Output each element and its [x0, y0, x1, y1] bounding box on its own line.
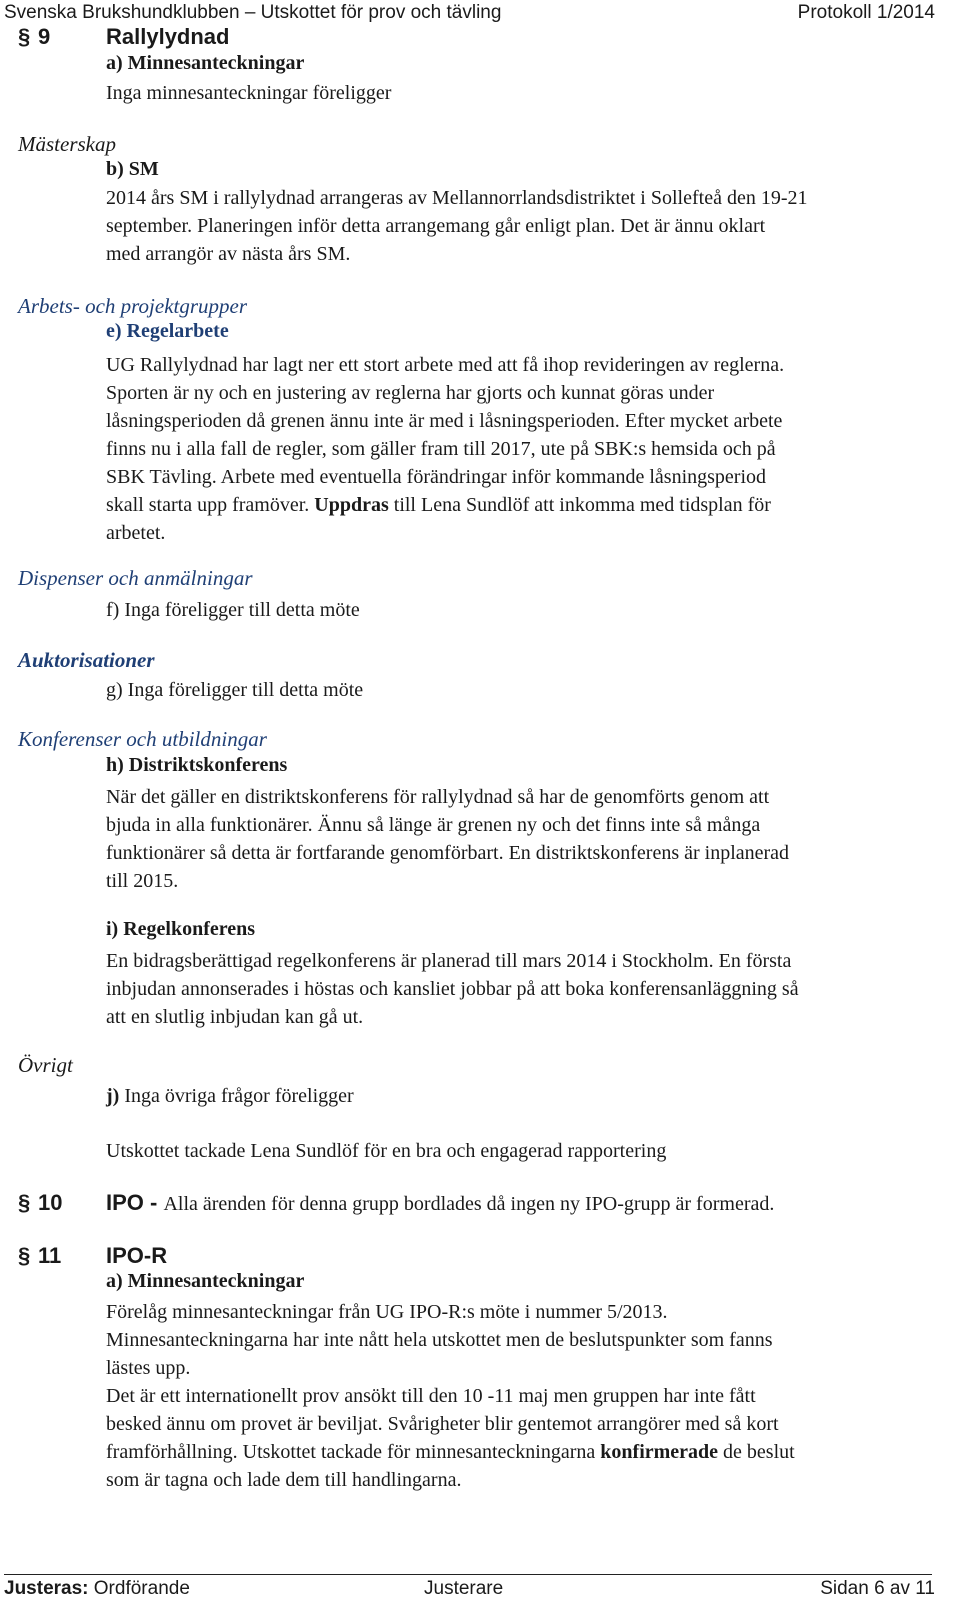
section-11-number: 11	[38, 1243, 62, 1268]
distriktskonferens-line-2: bjuda in alla funktionärer. Ännu så länge är grenen ny och det finns inte så många	[106, 814, 761, 836]
regelkonferens-heading: i) Regelkonferens	[106, 918, 256, 940]
footer-justerare: Justerare	[424, 1578, 504, 1599]
regelarbete-heading: e) Regelarbete	[106, 320, 229, 342]
section-9-mark: §	[18, 24, 31, 49]
footer-justeras-label: Justeras:	[4, 1578, 89, 1599]
sm-line-2: september. Planeringen inför detta arrangemang går enligt plan. Det är ännu oklart	[106, 215, 766, 237]
regelarbete-line-5: SBK Tävling. Arbete med eventuella förändringar inför kommande låsningsperiod	[106, 466, 767, 488]
regelarbete-line-2: Sporten är ny och en justering av reglerna har gjorts och kunnat göras under	[106, 382, 715, 404]
footer-divider	[4, 1574, 932, 1575]
regelarbete-line-6-post: till Lena Sundlöf att inkomma med tidsplan för	[388, 494, 771, 516]
regelarbete-uppdras: Uppdras	[314, 494, 389, 516]
regelarbete-line-6-pre: skall starta upp framöver.	[106, 494, 315, 516]
ipor-line-6	[106, 1438, 795, 1466]
section-10-line	[106, 1190, 774, 1218]
distriktskonferens-line-4: till 2015.	[106, 870, 179, 892]
regelarbete-line-4: finns nu i alla fall de regler, som gäller fram till 2017, ute på SBK:s hemsida och på	[106, 438, 776, 460]
page-footer	[0, 1576, 935, 1606]
regelkonferens-line-3: att en slutlig inbjudan kan gå ut.	[106, 1006, 364, 1028]
section-9-title: Rallylydnad	[106, 24, 230, 49]
section-11-mark: §	[18, 1243, 31, 1268]
sm-line-3: med arrangör av nästa års SM.	[106, 243, 351, 265]
topic-masterskap: Mästerskap	[18, 132, 116, 156]
header-organization: Svenska Brukshundklubben – Utskottet för prov och tävling	[4, 2, 502, 23]
distriktskonferens-line-3: funktionärer så detta är fortfarande genomförbart. En distriktskonferens är inplanerad	[106, 842, 790, 864]
section-9-a-text: Inga minnesanteckningar föreligger	[106, 82, 392, 104]
topic-konferenser: Konferenser och utbildningar	[18, 727, 267, 751]
section-11-title: IPO-R	[106, 1243, 168, 1268]
section-11-a-heading: a) Minnesanteckningar	[106, 1270, 305, 1292]
footer-justeras	[4, 1578, 190, 1600]
regelarbete-line-7: arbetet.	[106, 522, 166, 544]
sm-heading: b) SM	[106, 158, 159, 180]
ovrigt-j-label: j)	[106, 1085, 120, 1107]
section-10-text: Alla ärenden för denna grupp bordlades då ingen ny IPO-grupp är formerad.	[163, 1193, 775, 1215]
ipor-line-2: Minnesanteckningarna har inte nått hela utskottet men de beslutspunkter som fanns	[106, 1329, 773, 1351]
regelkonferens-line-1: En bidragsberättigad regelkonferens är planerad till mars 2014 i Stockholm. En första	[106, 950, 792, 972]
distriktskonferens-heading: h) Distriktskonferens	[106, 754, 288, 776]
ovrigt-j-line	[106, 1082, 354, 1110]
ipor-line-4: Det är ett internationellt prov ansökt till den 10 -11 maj men gruppen har inte fått	[106, 1385, 756, 1407]
regelarbete-line-1: UG Rallylydnad har lagt ner ett stort arbete med att få ihop revideringen av reglerna.	[106, 354, 785, 376]
ipor-line-6-pre: framförhållning. Utskottet tackade för minnesanteckningarna	[106, 1441, 601, 1463]
regelarbete-line-6	[106, 491, 771, 519]
distriktskonferens-line-1: När det gäller en distriktskonferens för rallylydnad så har de genomförts genom att	[106, 786, 770, 808]
regelarbete-line-3: låsningsperioden då grenen ännu inte är med i låsningsperioden. Efter mycket arbete	[106, 410, 783, 432]
ipor-line-1: Förelåg minnesanteckningar från UG IPO-R:s möte i nummer 5/2013.	[106, 1301, 668, 1323]
section-9-number: 9	[38, 24, 51, 49]
topic-arbetsgrupper: Arbets- och projektgrupper	[18, 294, 248, 318]
sm-line-1: 2014 års SM i rallylydnad arrangeras av Mellannorrlandsdistriktet i Sollefteå den 19-21	[106, 187, 808, 209]
section-10-mark: §	[18, 1190, 31, 1215]
ovrigt-thanks: Utskottet tackade Lena Sundlöf för en bra och engagerad rapportering	[106, 1140, 667, 1162]
header-protocol-number: Protokoll 1/2014	[797, 2, 935, 23]
topic-ovrigt: Övrigt	[18, 1053, 73, 1077]
section-9-a-heading: a) Minnesanteckningar	[106, 52, 305, 74]
section-10-title: IPO -	[106, 1190, 164, 1215]
section-10-number: 10	[38, 1190, 63, 1215]
auktorisationer-text: g) Inga föreligger till detta möte	[106, 679, 364, 701]
footer-justeras-value: Ordförande	[88, 1578, 190, 1599]
ipor-line-3: lästes upp.	[106, 1357, 191, 1379]
topic-auktorisationer: Auktorisationer	[18, 648, 155, 672]
ipor-konfirmerade: konfirmerade	[600, 1441, 719, 1463]
ipor-line-5: besked ännu om provet är beviljat. Svårigheter blir gentemot arrangörer med så kort	[106, 1413, 779, 1435]
ipor-line-7: som är tagna och lade dem till handlingarna.	[106, 1469, 462, 1491]
dispenser-text: f) Inga föreligger till detta möte	[106, 599, 360, 621]
footer-page-number: Sidan 6 av 11	[820, 1578, 935, 1599]
regelkonferens-line-2: inbjudan annonserades i höstas och kansliet jobbar på att boka konferensanläggning så	[106, 978, 799, 1000]
ovrigt-j-text: Inga övriga frågor föreligger	[119, 1085, 354, 1107]
topic-dispenser: Dispenser och anmälningar	[18, 566, 253, 590]
ipor-line-6-post: de beslut	[718, 1441, 795, 1463]
